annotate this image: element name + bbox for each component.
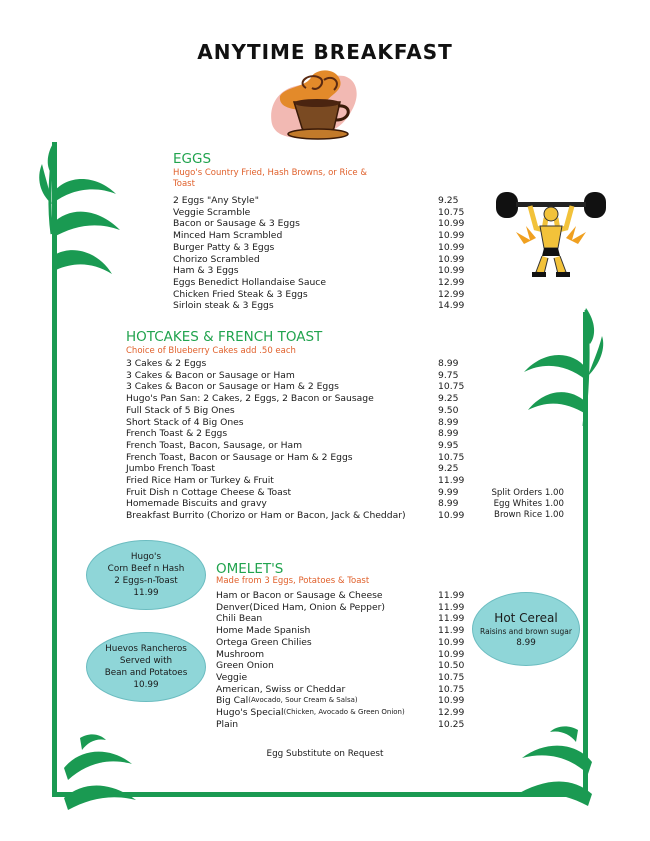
- menu-item-price: 10.99: [438, 265, 465, 277]
- menu-item-name: Eggs Benedict Hollandaise Sauce: [173, 276, 327, 288]
- leaf-plant-icon: [508, 722, 598, 818]
- hot-cereal-price: 8.99: [516, 637, 536, 648]
- page-title: ANYTIME BREAKFAST: [197, 40, 453, 64]
- menu-item-price: 10.99: [438, 695, 465, 707]
- menu-item-name: 3 Cakes & 2 Eggs: [126, 358, 207, 369]
- menu-item: [216, 625, 473, 637]
- menu-item-name: 3 Cakes & Bacon or Sausage or Ham & 2 Eggs: [126, 381, 339, 393]
- menu-item: [126, 475, 473, 487]
- menu-item-note: (Avocado, Sour Cream & Salsa): [248, 696, 358, 705]
- menu-item-name: French Toast, Bacon or Sausage or Ham & 2 Eggs: [126, 451, 353, 463]
- menu-item-price: 10.99: [438, 510, 465, 522]
- menu-item-price: 9.95: [438, 439, 459, 451]
- menu-item-name: Full Stack of 5 Big Ones: [126, 404, 235, 416]
- menu-item-name: Plain: [216, 718, 239, 730]
- menu-item: [216, 649, 473, 661]
- menu-item-name: Minced Ham Scrambled: [173, 230, 283, 242]
- menu-item-price: 11.99: [438, 613, 465, 625]
- menu-item-name: Ortega Green Chilies: [216, 636, 312, 648]
- menu-item: [126, 428, 473, 440]
- leaf-plant-icon: [36, 134, 126, 324]
- menu-item-price: 9.25: [438, 195, 459, 206]
- menu-item-name: 3 Cakes & Bacon or Sausage or Ham: [126, 369, 295, 381]
- omelets-list: [216, 590, 473, 730]
- egg-substitute-note: Egg Substitute on Request: [266, 749, 384, 759]
- leaf-plant-icon: [520, 306, 610, 436]
- omelets-title: OMELET'S: [216, 561, 284, 577]
- menu-item-name: Breakfast Burrito (Chorizo or Ham or Bacon, Jack & Cheddar): [126, 510, 406, 522]
- menu-item: [216, 719, 473, 731]
- huevos-rancheros-special: Huevos Rancheros Served with Bean and Potatoes 10.99: [86, 632, 206, 702]
- menu-item: [173, 265, 473, 277]
- menu-item: [173, 218, 473, 230]
- menu-item-name: Fruit Dish n Cottage Cheese & Toast: [126, 486, 292, 498]
- menu-item: [216, 590, 473, 602]
- menu-item: [126, 510, 473, 522]
- menu-item-price: 11.99: [438, 601, 465, 613]
- side-brown-rice: Brown Rice 1.00: [494, 510, 564, 521]
- menu-item-price: 10.25: [438, 718, 465, 730]
- menu-item-name: Bacon or Sausage & 3 Eggs: [173, 218, 300, 230]
- menu-item: [173, 242, 473, 254]
- menu-item-price: 9.25: [438, 463, 459, 475]
- menu-item-price: 9.99: [438, 486, 459, 498]
- menu-item-name: Green Onion: [216, 660, 274, 672]
- menu-item-price: 10.99: [438, 230, 465, 242]
- menu-item-price: 12.99: [438, 707, 465, 719]
- menu-item: [173, 289, 473, 301]
- menu-item-name: Chorizo Scrambled: [173, 253, 260, 265]
- hotcakes-title: HOTCAKES & FRENCH TOAST: [126, 329, 323, 345]
- menu-item-price: 8.99: [438, 428, 459, 440]
- eggs-subtitle: Hugo's Country Fried, Hash Browns, or Rice & Toast: [173, 168, 367, 189]
- menu-item-price: 10.75: [438, 451, 465, 463]
- menu-item: [126, 487, 473, 499]
- corned-beef-special: Hugo's Corn Beef n Hash 2 Eggs-n-Toast 11.99: [86, 540, 206, 610]
- menu-item: [126, 498, 473, 510]
- menu-item: [126, 452, 473, 464]
- coffee-cup-icon: [266, 66, 362, 142]
- menu-item-price: 9.50: [438, 404, 459, 416]
- menu-item-name: Fried Rice Ham or Turkey & Fruit: [126, 475, 274, 487]
- menu-item-price: 11.99: [438, 625, 465, 637]
- menu-item: [126, 381, 473, 393]
- hotcakes-list: [126, 358, 473, 522]
- menu-item: [173, 195, 473, 207]
- menu-item-name: Jumbo French Toast: [126, 463, 216, 475]
- weightlifter-icon: [496, 182, 606, 282]
- menu-item-name: Chili Bean: [216, 613, 263, 625]
- menu-item-price: 11.99: [438, 475, 465, 487]
- menu-item-name: Hugo's Pan San: 2 Cakes, 2 Eggs, 2 Bacon or Sausage: [126, 393, 374, 405]
- menu-item-price: 10.75: [438, 206, 465, 218]
- omelets-subtitle: Made from 3 Eggs, Potatoes & Toast: [216, 576, 370, 586]
- menu-item: [216, 602, 473, 614]
- menu-item: [216, 695, 473, 707]
- menu-item-price: 10.99: [438, 636, 465, 648]
- menu-item-price: 11.99: [438, 590, 465, 601]
- hot-cereal-special: [472, 592, 580, 666]
- menu-item: [216, 637, 473, 649]
- menu-item-name: Hugo's Special: [216, 707, 284, 719]
- menu-item: [216, 684, 473, 696]
- menu-item-price: 10.75: [438, 381, 465, 393]
- menu-item-name: Home Made Spanish: [216, 625, 311, 637]
- eggs-list: [173, 195, 473, 312]
- menu-item-name: Chicken Fried Steak & 3 Eggs: [173, 288, 308, 300]
- menu-item: [216, 707, 473, 719]
- menu-item-name: 2 Eggs "Any Style": [173, 195, 259, 206]
- menu-item-price: 8.99: [438, 498, 459, 510]
- menu-item-name: Mushroom: [216, 648, 265, 660]
- menu-item: [126, 463, 473, 475]
- menu-item: [216, 613, 473, 625]
- hot-cereal-desc: Raisins and brown sugar: [480, 626, 572, 636]
- side-split-orders: Split Orders 1.00: [491, 488, 564, 498]
- menu-item-name: Veggie: [216, 671, 248, 683]
- menu-item: [126, 370, 473, 382]
- menu-item-price: 10.75: [438, 671, 465, 683]
- menu-item: [126, 393, 473, 405]
- menu-item: [173, 277, 473, 289]
- menu-item-price: 10.75: [438, 683, 465, 695]
- menu-item: [216, 672, 473, 684]
- menu-item-name: Short Stack of 4 Big Ones: [126, 416, 244, 428]
- menu-item-note: (Chicken, Avocado & Green Onion): [283, 708, 405, 717]
- menu-item: [126, 417, 473, 429]
- menu-item: [126, 440, 473, 452]
- menu-item-price: 10.99: [438, 241, 465, 253]
- menu-item-name: Denver(Diced Ham, Onion & Pepper): [216, 601, 386, 613]
- menu-item: [126, 405, 473, 417]
- side-egg-whites: Egg Whites 1.00: [493, 499, 564, 510]
- menu-item-price: 10.99: [438, 648, 465, 660]
- menu-item-price: 10.99: [438, 218, 465, 230]
- menu-item-price: 10.50: [438, 660, 465, 672]
- menu-item-name: Big Cal: [216, 695, 249, 707]
- menu-item-name: Ham & 3 Eggs: [173, 265, 239, 277]
- menu-item: [173, 254, 473, 266]
- menu-item-name: Ham or Bacon or Sausage & Cheese: [216, 590, 383, 601]
- menu-item-price: 8.99: [438, 358, 459, 369]
- menu-item-name: Sirloin steak & 3 Eggs: [173, 300, 274, 312]
- menu-item: [173, 207, 473, 219]
- leaf-plant-icon: [60, 728, 140, 818]
- side-orders: [472, 488, 564, 522]
- menu-item-name: Veggie Scramble: [173, 206, 251, 218]
- menu-item: [173, 230, 473, 242]
- menu-item-price: 9.25: [438, 393, 459, 405]
- eggs-title: EGGS: [173, 151, 212, 167]
- menu-item-price: 12.99: [438, 288, 465, 300]
- menu-item-name: Homemade Biscuits and gravy: [126, 498, 267, 510]
- menu-item-name: American, Swiss or Cheddar: [216, 683, 346, 695]
- menu-item-price: 10.99: [438, 253, 465, 265]
- hotcakes-subtitle: Choice of Blueberry Cakes add .50 each: [126, 346, 296, 356]
- menu-item-price: 12.99: [438, 276, 465, 288]
- menu-item-name: French Toast & 2 Eggs: [126, 428, 228, 440]
- menu-item-price: 8.99: [438, 416, 459, 428]
- menu-item-name: Burger Patty & 3 Eggs: [173, 241, 275, 253]
- menu-item: [216, 660, 473, 672]
- hot-cereal-title: Hot Cereal: [494, 610, 558, 625]
- menu-item: [126, 358, 473, 370]
- menu-item-price: 14.99: [438, 300, 465, 312]
- menu-item: [173, 300, 473, 312]
- menu-item-name: French Toast, Bacon, Sausage, or Ham: [126, 439, 303, 451]
- menu-item-price: 9.75: [438, 369, 459, 381]
